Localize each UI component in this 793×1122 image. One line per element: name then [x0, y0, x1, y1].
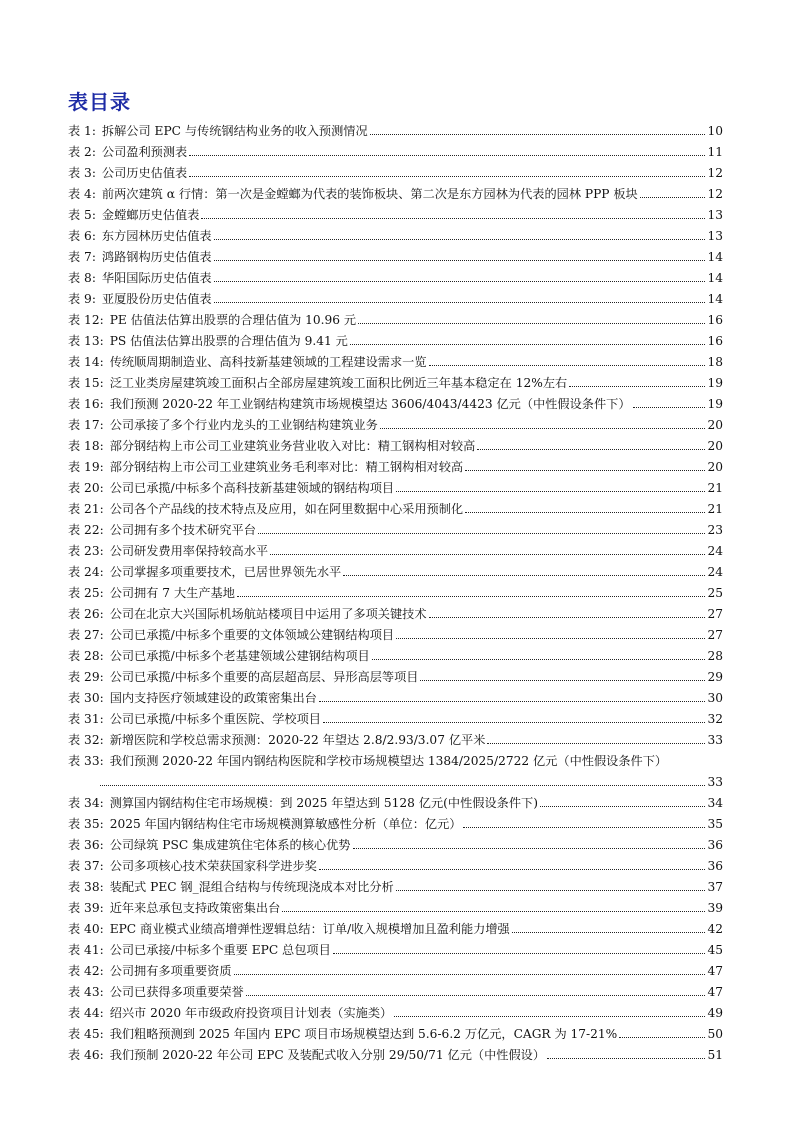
toc-dot-leader — [633, 406, 706, 408]
toc-entry-page: 20 — [707, 460, 723, 474]
toc-entry-page: 32 — [707, 712, 723, 726]
toc-entry[interactable] — [68, 454, 723, 475]
toc-entry-page: 47 — [707, 985, 723, 999]
toc-entry[interactable] — [68, 748, 723, 790]
toc-entry-number: 表 24: — [68, 565, 104, 579]
toc-dot-leader — [214, 259, 706, 261]
page-title: 表目录 — [68, 90, 131, 114]
toc-dot-leader — [429, 616, 706, 618]
toc-entry[interactable] — [68, 1021, 723, 1042]
toc-entry[interactable] — [68, 979, 723, 1000]
toc-dot-leader — [100, 784, 705, 786]
toc-entry-page: 49 — [707, 1006, 723, 1020]
toc-entry-number: 表 39: — [68, 901, 104, 915]
toc-entry[interactable] — [68, 349, 723, 370]
toc-entry[interactable] — [68, 580, 723, 601]
toc-entry[interactable] — [68, 853, 723, 874]
toc-entry-number: 表 46: — [68, 1048, 104, 1062]
toc-entry-number: 表 5: — [68, 208, 96, 222]
toc-entry-number: 表 45: — [68, 1027, 104, 1041]
toc-entry-text: 亚厦股份历史估值表 — [101, 292, 212, 306]
toc-dot-leader — [358, 322, 705, 324]
toc-entry[interactable] — [68, 706, 723, 727]
toc-dot-leader — [477, 448, 705, 450]
toc-entry-number: 表 43: — [68, 985, 104, 999]
toc-entry-page: 14 — [707, 292, 723, 306]
toc-dot-leader — [234, 973, 706, 975]
toc-entry-page: 27 — [707, 628, 723, 642]
toc-entry-number: 表 31: — [68, 712, 104, 726]
toc-entry-text: 近年来总承包支持政策密集出台 — [109, 901, 281, 915]
toc-entry-page: 33 — [707, 733, 723, 747]
toc-entry[interactable] — [68, 895, 723, 916]
toc-dot-leader — [380, 427, 706, 429]
toc-entry-page: 19 — [707, 376, 723, 390]
toc-entry-page: 10 — [707, 124, 723, 138]
toc-entry-text: 新增医院和学校总需求预测：2020-22 年望达 2.8/2.93/3.07 亿平米 — [109, 733, 486, 747]
toc-entry-text: 前两次建筑 α 行情：第一次是金螳螂为代表的装饰板块、第二次是东方园林为代表的园林 PPP 板块 — [101, 187, 638, 201]
toc-entry[interactable] — [68, 244, 723, 265]
toc-entry-text: PS 估值法估算出股票的合理估值为 9.41 元 — [109, 334, 348, 348]
toc-entry-number: 表 22: — [68, 523, 104, 537]
toc-entry-number: 表 41: — [68, 943, 104, 957]
toc-entry-page: 12 — [707, 166, 723, 180]
toc-entry-text: PE 估值法估算出股票的合理估值为 10.96 元 — [109, 313, 357, 327]
toc-entry-number: 表 34: — [68, 796, 104, 810]
toc-entry[interactable] — [68, 811, 723, 832]
toc-entry[interactable] — [68, 1000, 723, 1021]
toc-entry-number: 表 7: — [68, 250, 96, 264]
toc-entry[interactable] — [68, 328, 723, 349]
toc-entry-page: 33 — [707, 775, 723, 789]
toc-entry-page: 50 — [707, 1027, 723, 1041]
toc-entry-text: 拆解公司 EPC 与传统钢结构业务的收入预测情况 — [101, 124, 368, 138]
toc-dot-leader — [270, 553, 705, 555]
toc-entry-number: 表 15: — [68, 376, 104, 390]
toc-dot-leader — [350, 343, 706, 345]
toc-entry-number: 表 8: — [68, 271, 96, 285]
toc-entry-number: 表 9: — [68, 292, 96, 306]
toc-entry-text: 公司已承揽/中标多个重要的高层超高层、异形高层等项目 — [109, 670, 419, 684]
toc-entry-number: 表 20: — [68, 481, 104, 495]
toc-entry-number: 表 13: — [68, 334, 104, 348]
toc-entry-text: 东方园林历史估值表 — [101, 229, 212, 243]
toc-entry-page: 42 — [707, 922, 723, 936]
toc-dot-leader — [463, 826, 705, 828]
toc-entry-page: 11 — [707, 145, 723, 159]
toc-entry[interactable] — [68, 286, 723, 307]
toc-entry-page: 25 — [707, 586, 723, 600]
toc-entry[interactable] — [68, 685, 723, 706]
toc-entry-text: 部分钢结构上市公司工业建筑业务营业收入对比：精工钢构相对较高 — [109, 439, 476, 453]
toc-entry-number: 表 36: — [68, 838, 104, 852]
toc-entry[interactable] — [68, 559, 723, 580]
toc-entry[interactable] — [68, 118, 723, 139]
toc-dot-leader — [189, 175, 705, 177]
toc-entry-text: 部分钢结构上市公司工业建筑业务毛利率对比：精工钢构相对较高 — [109, 460, 464, 474]
toc-entry-page: 14 — [707, 250, 723, 264]
toc-entry-page: 34 — [707, 796, 723, 810]
toc-entry-page: 36 — [707, 838, 723, 852]
toc-entry-page: 36 — [707, 859, 723, 873]
toc-entry[interactable] — [68, 412, 723, 433]
toc-entry-text: 公司已承揽/中标多个老基建领域公建钢结构项目 — [109, 649, 370, 663]
toc-dot-leader — [640, 196, 706, 198]
toc-entry[interactable] — [68, 202, 723, 223]
toc-entry-text: 金螳螂历史估值表 — [101, 208, 200, 222]
toc-dot-leader — [282, 910, 705, 912]
toc-entry-page: 28 — [707, 649, 723, 663]
toc-entry-page: 45 — [707, 943, 723, 957]
toc-entry-text: 公司拥有多项重要资质 — [109, 964, 232, 978]
toc-entry-text: 鸿路钢构历史估值表 — [101, 250, 212, 264]
toc-entry-page: 51 — [707, 1048, 723, 1062]
toc-entry-page: 21 — [707, 502, 723, 516]
toc-entry-page: 19 — [707, 397, 723, 411]
toc-entry-text: 公司已获得多项重要荣誉 — [109, 985, 244, 999]
toc-entry[interactable] — [68, 265, 723, 286]
toc-entry-text: 公司已承揽/中标多个高科技新基建领域的钢结构项目 — [109, 481, 395, 495]
toc-entry-text: 公司拥有多个技术研究平台 — [109, 523, 256, 537]
toc-entry-text: 2025 年国内钢结构住宅市场规模测算敏感性分析（单位：亿元） — [109, 817, 462, 831]
toc-dot-leader — [465, 511, 705, 513]
toc-entry-page: 27 — [707, 607, 723, 621]
toc-entry-number: 表 28: — [68, 649, 104, 663]
toc-entry-number: 表 19: — [68, 460, 104, 474]
toc-entry-text: 我们预测 2020-22 年国内钢结构医院和学校市场规模望达 1384/2025/2722 亿元（中性假设条件下） — [109, 754, 668, 768]
toc-entry[interactable] — [68, 370, 723, 391]
toc-dot-leader — [465, 469, 705, 471]
toc-dot-leader — [214, 301, 706, 303]
toc-entry-number: 表 21: — [68, 502, 104, 516]
toc-dot-leader — [214, 280, 706, 282]
toc-dot-leader — [237, 595, 706, 597]
toc-entry-page: 16 — [707, 334, 723, 348]
toc-entry-text: 公司多项核心技术荣获国家科学进步奖 — [109, 859, 317, 873]
toc-entry-text: 公司盈利预测表 — [101, 145, 188, 159]
toc-entry[interactable] — [68, 517, 723, 538]
toc-entry-page: 20 — [707, 439, 723, 453]
toc-entry-text: 公司已承揽/中标多个重医院、学校项目 — [109, 712, 321, 726]
toc-entry-page: 47 — [707, 964, 723, 978]
toc-entry-text: 公司掌握多项重要技术，已居世界领先水平 — [109, 565, 342, 579]
toc-entry-text: 公司绿筑 PSC 集成建筑住宅体系的核心优势 — [109, 838, 351, 852]
toc-entry-number: 表 37: — [68, 859, 104, 873]
toc-entry[interactable] — [68, 496, 723, 517]
toc-entry-number: 表 12: — [68, 313, 104, 327]
toc-entry-number: 表 38: — [68, 880, 104, 894]
toc-entry-number: 表 17: — [68, 418, 104, 432]
toc-entry[interactable] — [68, 181, 723, 202]
toc-entry-number: 表 32: — [68, 733, 104, 747]
toc-dot-leader — [396, 490, 705, 492]
toc-entry-text: 测算国内钢结构住宅市场规模：到 2025 年望达到 5128 亿元(中性假设条件下) — [109, 796, 538, 810]
toc-entry-text: 我们预制 2020-22 年公司 EPC 及装配式收入分别 29/50/71 亿元（中性假设） — [109, 1048, 546, 1062]
toc-dot-leader — [396, 637, 705, 639]
toc-entry[interactable] — [68, 937, 723, 958]
toc-entry-number: 表 2: — [68, 145, 96, 159]
toc-dot-leader — [394, 1015, 705, 1017]
toc-dot-leader — [333, 952, 706, 954]
toc-entry-page: 35 — [707, 817, 723, 831]
toc-dot-leader — [420, 679, 705, 681]
toc-entry-text: 公司历史估值表 — [101, 166, 188, 180]
toc-entry-page: 23 — [707, 523, 723, 537]
toc-entry-number: 表 42: — [68, 964, 104, 978]
toc-entry-number: 表 1: — [68, 124, 96, 138]
toc-entry-number: 表 33: — [68, 754, 104, 768]
toc-entry[interactable] — [68, 160, 723, 181]
toc-dot-leader — [540, 805, 706, 807]
toc-entry-number: 表 26: — [68, 607, 104, 621]
toc-entry[interactable] — [68, 727, 723, 748]
toc-entry-page: 29 — [707, 670, 723, 684]
toc-entry[interactable] — [68, 916, 723, 937]
toc-entry-text: 传统顺周期制造业、高科技新基建领域的工程建设需求一览 — [109, 355, 427, 369]
toc-entry-number: 表 25: — [68, 586, 104, 600]
toc-entry-text: 我们预测 2020-22 年工业钢结构建筑市场规模望达 3606/4043/4423 亿元（中性假设条件下） — [109, 397, 631, 411]
toc-entry-number: 表 29: — [68, 670, 104, 684]
toc-entry-page: 20 — [707, 418, 723, 432]
toc-entry-text: EPC 商业模式业绩高增弹性逻辑总结：订单/收入规模增加且盈利能力增强 — [109, 922, 510, 936]
toc-entry[interactable] — [68, 622, 723, 643]
toc-entry[interactable] — [68, 307, 723, 328]
toc-entry-number: 表 23: — [68, 544, 104, 558]
toc-entry-text: 公司拥有 7 大生产基地 — [109, 586, 235, 600]
toc-dot-leader — [189, 154, 705, 156]
toc-entry-page: 30 — [707, 691, 723, 705]
toc-dot-leader — [201, 217, 705, 219]
toc-dot-leader — [319, 700, 706, 702]
toc-entry[interactable] — [68, 391, 723, 412]
toc-entry[interactable] — [68, 223, 723, 244]
toc-entry-number: 表 27: — [68, 628, 104, 642]
toc-entry-text: 公司在北京大兴国际机场航站楼项目中运用了多项关键技术 — [109, 607, 427, 621]
toc-entry[interactable] — [68, 433, 723, 454]
toc-entry-page: 12 — [707, 187, 723, 201]
toc-dot-leader — [353, 847, 706, 849]
toc-entry-number: 表 30: — [68, 691, 104, 705]
toc-entry[interactable] — [68, 475, 723, 496]
toc-dot-leader — [258, 532, 706, 534]
toc-dot-leader — [547, 1057, 705, 1059]
toc-entry-text: 泛工业类房屋建筑竣工面积占全部房屋建筑竣工面积比例近三年基本稳定在 12%左右 — [109, 376, 568, 390]
toc-entry-number: 表 14: — [68, 355, 104, 369]
toc-entry-number: 表 4: — [68, 187, 96, 201]
toc-entry-text: 公司研发费用率保持较高水平 — [109, 544, 269, 558]
toc-entry[interactable] — [68, 139, 723, 160]
toc-dot-leader — [343, 574, 705, 576]
toc-dot-leader — [512, 931, 706, 933]
toc-entry-number: 表 18: — [68, 439, 104, 453]
toc-entry-text: 装配式 PEC 钢_混组合结构与传统现浇成本对比分析 — [109, 880, 394, 894]
toc-entry[interactable] — [68, 601, 723, 622]
toc-entry-text: 国内支持医疗领域建设的政策密集出台 — [109, 691, 317, 705]
toc-entry[interactable] — [68, 874, 723, 895]
toc-dot-leader — [429, 364, 706, 366]
toc-entry[interactable] — [68, 790, 723, 811]
table-of-contents — [68, 118, 723, 1063]
toc-entry-text: 公司已承接/中标多个重要 EPC 总包项目 — [109, 943, 331, 957]
toc-entry[interactable] — [68, 643, 723, 664]
toc-entry-page: 39 — [707, 901, 723, 915]
toc-entry-number: 表 40: — [68, 922, 104, 936]
toc-dot-leader — [214, 238, 706, 240]
toc-entry-text: 华阳国际历史估值表 — [101, 271, 212, 285]
toc-entry[interactable] — [68, 538, 723, 559]
toc-entry-text: 我们粗略预测到 2025 年国内 EPC 项目市场规模望达到 5.6-6.2 万亿元，CAGR 为 17-21% — [109, 1027, 618, 1041]
toc-entry-page: 14 — [707, 271, 723, 285]
toc-entry-number: 表 44: — [68, 1006, 104, 1020]
toc-entry-number: 表 16: — [68, 397, 104, 411]
toc-entry-text: 公司各个产品线的技术特点及应用，如在阿里数据中心采用预制化 — [109, 502, 464, 516]
toc-entry[interactable] — [68, 958, 723, 979]
toc-entry-text: 公司已承揽/中标多个重要的文体领域公建钢结构项目 — [109, 628, 395, 642]
toc-entry-number: 表 35: — [68, 817, 104, 831]
toc-entry-page: 18 — [707, 355, 723, 369]
toc-entry[interactable] — [68, 1042, 723, 1063]
toc-dot-leader — [569, 385, 705, 387]
toc-entry-page: 24 — [707, 565, 723, 579]
toc-dot-leader — [319, 868, 706, 870]
toc-dot-leader — [370, 133, 706, 135]
toc-entry[interactable] — [68, 832, 723, 853]
toc-dot-leader — [372, 658, 706, 660]
toc-entry-page: 37 — [707, 880, 723, 894]
toc-dot-leader — [396, 889, 706, 891]
toc-entry-text: 公司承接了多个行业内龙头的工业钢结构建筑业务 — [109, 418, 378, 432]
toc-entry-number: 表 3: — [68, 166, 96, 180]
toc-entry-page: 24 — [707, 544, 723, 558]
toc-entry-page: 13 — [707, 208, 723, 222]
toc-dot-leader — [619, 1036, 705, 1038]
toc-entry-page: 16 — [707, 313, 723, 327]
toc-entry[interactable] — [68, 664, 723, 685]
toc-entry-page: 13 — [707, 229, 723, 243]
toc-entry-text: 绍兴市 2020 年市级政府投资项目计划表（实施类） — [109, 1006, 393, 1020]
toc-entry-page: 21 — [707, 481, 723, 495]
toc-dot-leader — [487, 742, 705, 744]
toc-dot-leader — [246, 994, 706, 996]
toc-entry-number: 表 6: — [68, 229, 96, 243]
toc-dot-leader — [323, 721, 706, 723]
